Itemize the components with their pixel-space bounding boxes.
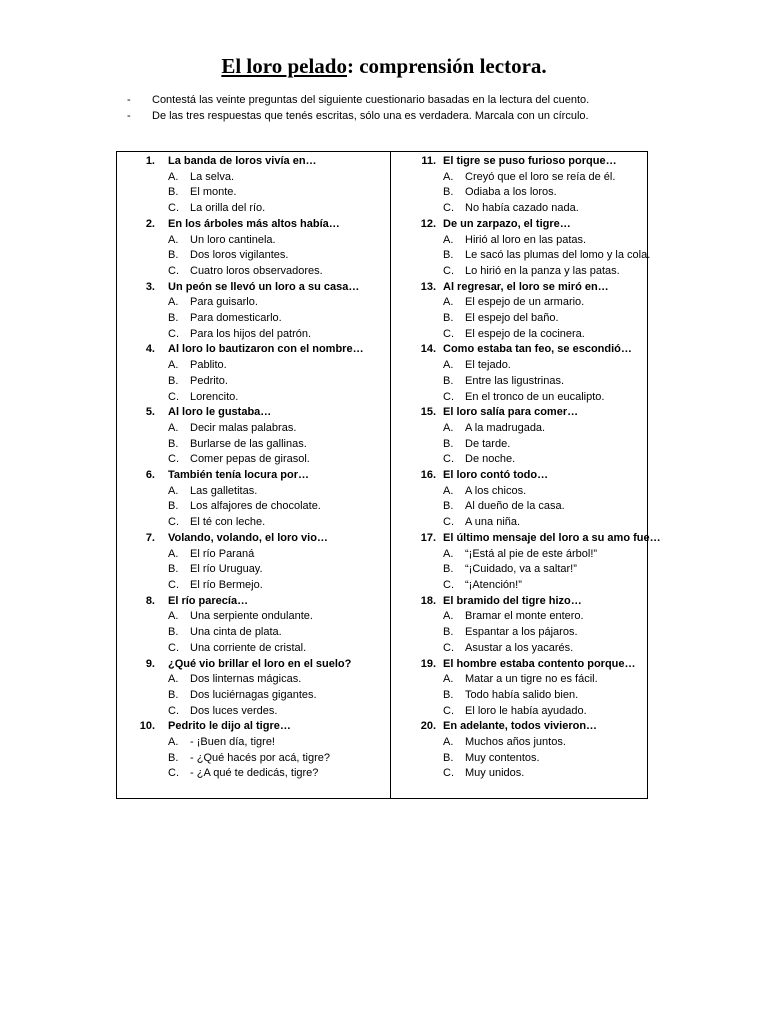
- question-17: [391, 531, 661, 594]
- instruction-bullet: -: [127, 110, 131, 122]
- question-number: 19.: [420, 657, 436, 670]
- question-13: [391, 280, 647, 343]
- answer-option[interactable]: [391, 735, 647, 751]
- question-number: 13.: [420, 280, 436, 293]
- question-number: 17.: [420, 531, 436, 544]
- answer-option[interactable]: [391, 264, 647, 280]
- answer-option[interactable]: [117, 185, 390, 201]
- answer-option[interactable]: [117, 704, 390, 720]
- answer-option[interactable]: [391, 437, 647, 453]
- question-11: [391, 154, 647, 217]
- answer-option[interactable]: [391, 311, 647, 327]
- question-7: [117, 531, 390, 594]
- option-text: - ¿A qué te dedicás, tigre?: [190, 767, 319, 780]
- question-heading: [117, 531, 390, 547]
- option-text: Dos luces verdes.: [190, 704, 278, 717]
- answer-option[interactable]: [391, 547, 647, 563]
- option-text: Burlarse de las gallinas.: [190, 437, 307, 450]
- question-heading: [117, 405, 390, 421]
- answer-option[interactable]: [117, 295, 390, 311]
- option-letter: A.: [168, 233, 179, 246]
- question-heading: [117, 217, 390, 233]
- question-19: [391, 657, 647, 720]
- answer-option[interactable]: [391, 484, 647, 500]
- questionnaire-table: [116, 151, 661, 799]
- answer-option[interactable]: [391, 452, 647, 468]
- question-number: 18.: [420, 594, 436, 607]
- question-4: [117, 342, 390, 405]
- option-letter: A.: [443, 673, 454, 686]
- left-column: [117, 154, 390, 782]
- option-letter: C.: [443, 578, 454, 591]
- option-letter: B.: [168, 249, 179, 262]
- question-number: 7.: [145, 531, 155, 544]
- question-heading: [391, 405, 647, 421]
- option-text: Muchos años juntos.: [465, 736, 566, 749]
- question-text: El último mensaje del loro a su amo fue…: [443, 531, 661, 544]
- option-letter: A.: [168, 736, 179, 749]
- answer-option[interactable]: [117, 735, 390, 751]
- answer-option[interactable]: [117, 170, 390, 186]
- option-text: El té con leche.: [190, 516, 266, 529]
- question-text: El loro salía para comer…: [443, 406, 579, 419]
- answer-option[interactable]: [391, 704, 647, 720]
- option-letter: A.: [168, 673, 179, 686]
- question-heading: [391, 280, 647, 296]
- question-number: 3.: [145, 280, 155, 293]
- question-5: [117, 405, 390, 468]
- option-letter: B.: [443, 688, 454, 701]
- option-text: El río Uruguay.: [190, 563, 263, 576]
- question-16: [391, 468, 647, 531]
- question-9: [117, 657, 390, 720]
- question-number: 2.: [145, 217, 155, 230]
- option-letter: A.: [443, 610, 454, 623]
- answer-option[interactable]: [391, 185, 647, 201]
- question-heading: [391, 468, 647, 484]
- option-letter: C.: [443, 264, 454, 277]
- answer-option[interactable]: [117, 484, 390, 500]
- question-heading: [391, 342, 647, 358]
- question-text: Pedrito le dijo al tigre…: [168, 720, 291, 733]
- answer-option[interactable]: [391, 248, 651, 264]
- instruction-item: [127, 108, 687, 124]
- question-heading: [117, 594, 390, 610]
- option-text: - ¿Qué hacés por acá, tigre?: [190, 751, 331, 764]
- option-letter: B.: [443, 249, 454, 262]
- option-letter: B.: [443, 437, 454, 450]
- option-letter: C.: [443, 641, 454, 654]
- answer-option[interactable]: [391, 578, 647, 594]
- option-letter: A.: [168, 610, 179, 623]
- option-text: El espejo del baño.: [465, 312, 559, 325]
- option-text: El monte.: [190, 186, 237, 199]
- question-text: El hombre estaba contento porque…: [443, 657, 636, 670]
- question-number: 4.: [145, 343, 155, 356]
- option-text: El espejo de la cocinera.: [465, 327, 585, 340]
- question-heading: [391, 719, 647, 735]
- answer-option[interactable]: [117, 201, 390, 217]
- answer-option[interactable]: [391, 562, 647, 578]
- option-text: Para domesticarlo.: [190, 312, 282, 325]
- question-number: 12.: [420, 217, 436, 230]
- question-number: 1.: [145, 155, 155, 167]
- answer-option[interactable]: [117, 374, 390, 390]
- option-letter: C.: [443, 390, 454, 403]
- right-column: [391, 154, 661, 782]
- answer-option[interactable]: [391, 201, 647, 217]
- option-letter: A.: [443, 296, 454, 309]
- answer-option[interactable]: [391, 641, 647, 657]
- option-text: Una serpiente ondulante.: [190, 610, 313, 623]
- question-heading: [117, 657, 390, 673]
- question-heading: [117, 719, 390, 735]
- question-heading: [117, 342, 390, 358]
- option-text: Pedrito.: [190, 374, 228, 387]
- answer-option[interactable]: [117, 578, 390, 594]
- option-letter: B.: [168, 312, 179, 325]
- answer-option[interactable]: [391, 358, 647, 374]
- question-text: Como estaba tan feo, se escondió…: [443, 343, 632, 356]
- question-number: 14.: [420, 343, 436, 356]
- option-text: Para los hijos del patrón.: [190, 327, 312, 340]
- question-number: 15.: [420, 406, 436, 419]
- answer-option[interactable]: [117, 625, 390, 641]
- option-letter: C.: [168, 264, 179, 277]
- option-letter: B.: [168, 500, 179, 513]
- option-text: Para guisarlo.: [190, 296, 258, 309]
- answer-option[interactable]: [391, 390, 647, 406]
- answer-option[interactable]: [117, 248, 390, 264]
- answer-option[interactable]: [391, 374, 647, 390]
- answer-option[interactable]: [117, 311, 390, 327]
- option-letter: C.: [168, 767, 179, 780]
- option-text: - ¡Buen día, tigre!: [190, 736, 275, 749]
- option-letter: B.: [443, 186, 454, 199]
- question-text: El río parecía…: [168, 594, 249, 607]
- option-text: Hirió al loro en las patas.: [465, 233, 587, 246]
- option-letter: C.: [168, 390, 179, 403]
- option-letter: C.: [443, 767, 454, 780]
- question-18: [391, 594, 647, 657]
- option-letter: B.: [443, 626, 454, 639]
- option-letter: A.: [168, 484, 179, 497]
- answer-option[interactable]: [117, 358, 390, 374]
- question-text: En los árboles más altos había…: [168, 217, 340, 230]
- title-subtitle: : comprensión lectora.: [346, 54, 547, 78]
- question-text: El loro contó todo…: [443, 469, 549, 482]
- option-letter: C.: [168, 704, 179, 717]
- question-heading: [391, 657, 647, 673]
- question-number: 20.: [420, 720, 436, 733]
- option-text: Cuatro loros observadores.: [190, 264, 323, 277]
- question-text: En adelante, todos vivieron…: [443, 720, 598, 733]
- question-text: Al loro le gustaba…: [168, 406, 272, 419]
- option-letter: C.: [168, 578, 179, 591]
- option-letter: A.: [443, 736, 454, 749]
- option-letter: A.: [443, 547, 454, 560]
- option-letter: B.: [168, 374, 179, 387]
- question-text: El tigre se puso furioso porque…: [443, 155, 617, 167]
- option-letter: C.: [443, 704, 454, 717]
- option-text: Comer pepas de girasol.: [190, 453, 310, 466]
- option-letter: C.: [168, 516, 179, 529]
- instructions: [127, 92, 687, 124]
- answer-option[interactable]: [391, 688, 647, 704]
- answer-option[interactable]: [391, 233, 647, 249]
- answer-option[interactable]: [391, 295, 647, 311]
- question-15: [391, 405, 647, 468]
- question-3: [117, 280, 390, 343]
- option-letter: A.: [443, 421, 454, 434]
- question-8: [117, 594, 390, 657]
- option-letter: A.: [443, 359, 454, 372]
- option-text: El loro le había ayudado.: [465, 704, 587, 717]
- option-text: Los alfajores de chocolate.: [190, 500, 321, 513]
- answer-option[interactable]: [391, 170, 647, 186]
- answer-option[interactable]: [391, 327, 647, 343]
- answer-option[interactable]: [117, 672, 390, 688]
- option-text: Creyó que el loro se reía de él.: [465, 170, 616, 183]
- option-letter: A.: [168, 170, 179, 183]
- question-text: De un zarpazo, el tigre…: [443, 217, 571, 230]
- option-text: Pablito.: [190, 359, 227, 372]
- question-text: Volando, volando, el loro vio…: [168, 531, 328, 544]
- option-letter: C.: [168, 453, 179, 466]
- answer-option[interactable]: [391, 766, 647, 782]
- answer-option[interactable]: [117, 452, 390, 468]
- option-text: El río Bermejo.: [190, 578, 263, 591]
- option-text: El río Paraná: [190, 547, 255, 560]
- option-letter: C.: [443, 202, 454, 215]
- option-text: Muy contentos.: [465, 751, 540, 764]
- instruction-bullet: -: [127, 94, 131, 106]
- question-number: 10.: [139, 720, 155, 733]
- instruction-text: Contestá las veinte preguntas del siguiente cuestionario basadas en la lectura del cuento.: [152, 94, 590, 106]
- option-letter: B.: [168, 751, 179, 764]
- option-letter: C.: [443, 327, 454, 340]
- answer-option[interactable]: [391, 609, 647, 625]
- option-letter: B.: [443, 751, 454, 764]
- option-text: Odiaba a los loros.: [465, 186, 557, 199]
- option-text: De noche.: [465, 453, 516, 466]
- question-text: También tenía locura por…: [168, 469, 309, 482]
- option-letter: B.: [168, 563, 179, 576]
- answer-option[interactable]: [117, 515, 390, 531]
- answer-option[interactable]: [117, 562, 390, 578]
- answer-option[interactable]: [117, 641, 390, 657]
- title-main: El loro pelado: [221, 54, 347, 78]
- question-10: [117, 719, 390, 782]
- option-text: De tarde.: [465, 437, 511, 450]
- option-text: Una cinta de plata.: [190, 626, 282, 639]
- option-text: Muy unidos.: [465, 767, 525, 780]
- option-letter: B.: [168, 688, 179, 701]
- option-letter: A.: [443, 170, 454, 183]
- answer-option[interactable]: [117, 327, 390, 343]
- answer-option[interactable]: [117, 499, 390, 515]
- option-text: Un loro cantinela.: [190, 233, 276, 246]
- option-letter: C.: [443, 516, 454, 529]
- option-text: Asustar a los yacarés.: [465, 641, 574, 654]
- option-text: El tejado.: [465, 359, 511, 372]
- option-text: “¡Cuidado, va a saltar!”: [465, 563, 577, 576]
- question-text: La banda de loros vivía en…: [168, 155, 317, 167]
- option-letter: B.: [443, 563, 454, 576]
- option-text: Todo había salido bien.: [465, 688, 579, 701]
- answer-option[interactable]: [391, 421, 647, 437]
- question-12: [391, 217, 651, 280]
- question-1: [117, 154, 390, 217]
- option-text: A una niña.: [465, 516, 521, 529]
- answer-option[interactable]: [117, 751, 390, 767]
- answer-option[interactable]: [117, 421, 390, 437]
- option-text: Las galletitas.: [190, 484, 258, 497]
- question-text: El bramido del tigre hizo…: [443, 594, 582, 607]
- answer-option[interactable]: [117, 688, 390, 704]
- instruction-item: [127, 92, 687, 108]
- option-letter: A.: [168, 421, 179, 434]
- question-text: Un peón se llevó un loro a su casa…: [168, 280, 360, 293]
- question-text: Al regresar, el loro se miró en…: [443, 280, 609, 293]
- question-2: [117, 217, 390, 280]
- option-text: A los chicos.: [465, 484, 527, 497]
- option-letter: B.: [168, 186, 179, 199]
- question-text: Al loro lo bautizaron con el nombre…: [168, 343, 364, 356]
- option-text: “¡Atención!”: [465, 578, 522, 591]
- option-letter: B.: [443, 500, 454, 513]
- answer-option[interactable]: [117, 264, 390, 280]
- option-letter: C.: [443, 453, 454, 466]
- question-heading: [391, 217, 647, 233]
- answer-option[interactable]: [391, 751, 647, 767]
- option-text: Dos loros vigilantes.: [190, 249, 289, 262]
- answer-option[interactable]: [391, 672, 647, 688]
- option-text: Decir malas palabras.: [190, 421, 297, 434]
- question-number: 8.: [145, 594, 155, 607]
- answer-option[interactable]: [391, 499, 647, 515]
- page-title: [0, 54, 768, 79]
- option-text: La orilla del río.: [190, 202, 266, 215]
- option-text: Le sacó las plumas del lomo y la cola.: [465, 249, 651, 262]
- question-6: [117, 468, 390, 531]
- option-text: Espantar a los pájaros.: [465, 626, 578, 639]
- option-letter: B.: [168, 437, 179, 450]
- question-text: ¿Qué vio brillar el loro en el suelo?: [168, 657, 352, 670]
- answer-option[interactable]: [117, 437, 390, 453]
- question-heading: [391, 154, 647, 170]
- option-text: El espejo de un armario.: [465, 296, 585, 309]
- option-letter: A.: [443, 233, 454, 246]
- option-text: A la madrugada.: [465, 421, 546, 434]
- answer-option[interactable]: [391, 625, 647, 641]
- answer-option[interactable]: [117, 766, 390, 782]
- option-text: Al dueño de la casa.: [465, 500, 565, 513]
- option-text: Matar a un tigre no es fácil.: [465, 673, 598, 686]
- option-letter: C.: [168, 641, 179, 654]
- question-heading: [391, 594, 647, 610]
- option-text: Lorencito.: [190, 390, 239, 403]
- answer-option[interactable]: [391, 515, 647, 531]
- option-letter: C.: [168, 327, 179, 340]
- answer-option[interactable]: [117, 547, 390, 563]
- question-number: 11.: [421, 155, 436, 167]
- question-heading: [117, 468, 390, 484]
- option-letter: C.: [168, 202, 179, 215]
- option-letter: A.: [443, 484, 454, 497]
- option-text: Lo hirió en la panza y las patas.: [465, 264, 620, 277]
- question-heading: [117, 154, 390, 170]
- option-text: Dos luciérnagas gigantes.: [190, 688, 317, 701]
- option-letter: A.: [168, 296, 179, 309]
- option-letter: B.: [443, 312, 454, 325]
- question-20: [391, 719, 647, 782]
- option-letter: B.: [168, 626, 179, 639]
- option-letter: B.: [443, 374, 454, 387]
- answer-option[interactable]: [117, 233, 390, 249]
- question-heading: [117, 280, 390, 296]
- instruction-text: De las tres respuestas que tenés escritas, sólo una es verdadera. Marcala con un círculo.: [152, 110, 589, 122]
- option-letter: A.: [168, 547, 179, 560]
- option-letter: A.: [168, 359, 179, 372]
- question-heading: [391, 531, 661, 547]
- question-number: 6.: [145, 469, 155, 482]
- option-text: Entre las ligustrinas.: [465, 374, 565, 387]
- question-number: 16.: [420, 469, 436, 482]
- question-number: 9.: [145, 657, 155, 670]
- answer-option[interactable]: [117, 609, 390, 625]
- option-text: En el tronco de un eucalipto.: [465, 390, 605, 403]
- option-text: “¡Está al pie de este árbol!”: [465, 547, 598, 560]
- option-text: Dos linternas mágicas.: [190, 673, 302, 686]
- option-text: Una corriente de cristal.: [190, 641, 307, 654]
- option-text: La selva.: [190, 170, 235, 183]
- answer-option[interactable]: [117, 390, 390, 406]
- option-text: Bramar el monte entero.: [465, 610, 584, 623]
- question-14: [391, 342, 647, 405]
- option-text: No había cazado nada.: [465, 202, 579, 215]
- question-number: 5.: [145, 406, 155, 419]
